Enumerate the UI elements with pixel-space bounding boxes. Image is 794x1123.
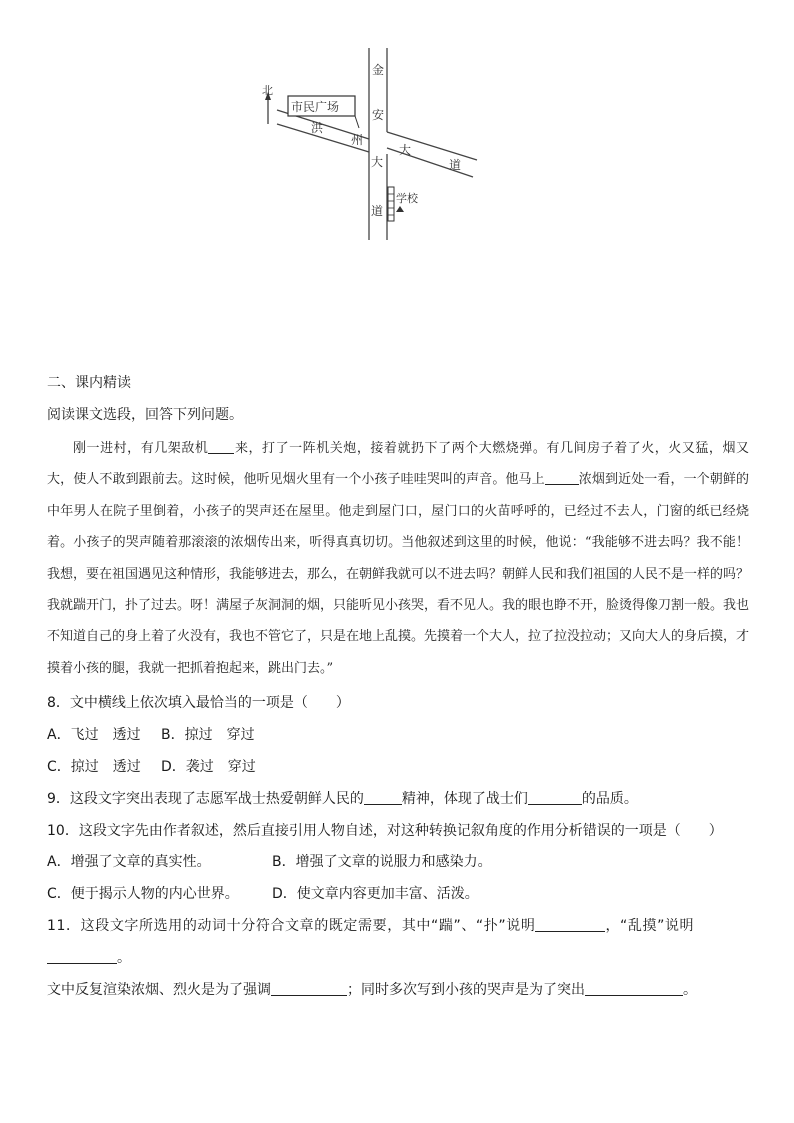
north-label: 北 xyxy=(262,84,273,97)
dadao-char-2: 道 xyxy=(449,158,462,172)
question-11-blank-1[interactable] xyxy=(535,917,605,932)
passage-part-1: 刚一进村，有几架敌机 xyxy=(73,441,209,456)
question-10-option-b[interactable]: B．增强了文章的说服力和感染力。 xyxy=(272,854,492,870)
question-8-option-a[interactable]: A．飞过 透过 xyxy=(47,727,141,743)
citizen-square xyxy=(288,96,359,128)
question-11-part-3: 。 xyxy=(117,950,131,966)
question-11-line-1 xyxy=(47,915,694,935)
reading-instruction: 阅读课文选段，回答下列问题。 xyxy=(47,407,243,423)
question-11-part-5: ；同时多次写到小孩的哭声是为了突出 xyxy=(347,982,585,998)
question-8-option-c[interactable]: C．掠过 透过 xyxy=(47,759,141,775)
question-11-blank-3[interactable] xyxy=(271,981,347,996)
jinan-char-2: 安 xyxy=(372,108,385,122)
street-map-figure xyxy=(255,44,487,244)
question-9-part-2: 精神，体现了战士们 xyxy=(401,791,528,807)
section-title: 二、课内精读 xyxy=(47,375,131,391)
question-10-stem: 10．这段文字先由作者叙述，然后直接引用人物自述，对这种转换记叙角度的作用分析错误的一项是（ ） xyxy=(47,823,723,839)
north-arrow xyxy=(262,84,273,124)
passage-blank-1[interactable] xyxy=(208,439,234,454)
school-label: 学校 xyxy=(396,192,418,205)
passage-part-2: 来，打了一阵机关炮，接着就扔下了两个大燃烧弹。有几间房子着了火，火又猛，烟又大，使人不敢到跟前去。这时候，他听见烟火里有一个小孩子哇哇哭叫的声音。他马上 xyxy=(47,441,749,488)
question-8-stem: 8．文中横线上依次填入最恰当的一项是（ ） xyxy=(47,695,350,711)
question-11-part-4: 文中反复渲染浓烟、烈火是为了强调 xyxy=(47,982,271,998)
question-11-blank-2[interactable] xyxy=(47,949,117,964)
citizen-square-label: 市民广场 xyxy=(291,100,340,114)
dadao-char-1: 大 xyxy=(399,143,412,157)
question-11-line-2 xyxy=(47,947,131,967)
reading-passage xyxy=(47,433,749,684)
question-8-option-d[interactable]: D．袭过 穿过 xyxy=(161,759,256,775)
question-9-part-3: 的品质。 xyxy=(581,791,638,807)
question-11-blank-4[interactable] xyxy=(585,981,683,996)
school-marker xyxy=(388,187,419,221)
passage-blank-2[interactable] xyxy=(545,470,579,485)
question-9-blank-1[interactable] xyxy=(364,790,402,805)
question-11-part-2: ，“乱摸”说明 xyxy=(605,918,695,934)
jinan-char-1: 金 xyxy=(372,63,385,77)
question-9-part-1: 9．这段文字突出表现了志愿军战士热爱朝鲜人民的 xyxy=(47,791,364,807)
hongzhou-char-1: 洪 xyxy=(311,121,324,135)
question-10-option-a[interactable]: A．增强了文章的真实性。 xyxy=(47,854,211,870)
question-11-part-1: 11．这段文字所选用的动词十分符合文章的既定需要，其中“踹”、“扑”说明 xyxy=(47,918,536,934)
jinan-char-3: 大 xyxy=(371,155,384,169)
question-11-line-3 xyxy=(47,979,697,999)
hongzhou-char-2: 州 xyxy=(351,133,364,147)
question-9-blank-2[interactable] xyxy=(528,790,582,805)
question-11-part-6: 。 xyxy=(683,982,697,998)
jinan-char-4: 道 xyxy=(371,204,384,218)
question-10-option-c[interactable]: C．便于揭示人物的内心世界。 xyxy=(47,886,239,902)
question-10-option-d[interactable]: D．使文章内容更加丰富、活泼。 xyxy=(272,886,479,902)
passage-part-3: 浓烟到近处一看，一个朝鲜的中年男人在院子里倒着，小孩子的哭声还在屋里。他走到屋门口，屋门口的火苗呼呼的，已经过不去人，门窗的纸已经烧着。小孩子的哭声随着那滚滚的浓烟传出来，听得真真切切。当他叙述到这里的时候，他说：“我能够不进去吗？我不能！我想，要在祖国遇见这种情形，我能够进去，那么，在朝鲜我就可以不进去吗？朝鲜人民和我们祖国的人民不是一样的吗？我就踹开门，扑了过去。呀！满屋子灰洞洞的烟，只能听见小孩哭，看不见人。我的眼也睁不开，脸烫得像刀割一般。我也不知道自己的身上着了火没有，我也不管它了，只是在地上乱摸。先摸着一个大人，拉了拉没拉动；又向大人的身后摸，才摸着小孩的腿，我就一把抓着抱起来，跳出门去。” xyxy=(47,472,750,676)
question-8-option-b[interactable]: B．掠过 穿过 xyxy=(161,727,255,743)
question-9 xyxy=(47,788,638,808)
